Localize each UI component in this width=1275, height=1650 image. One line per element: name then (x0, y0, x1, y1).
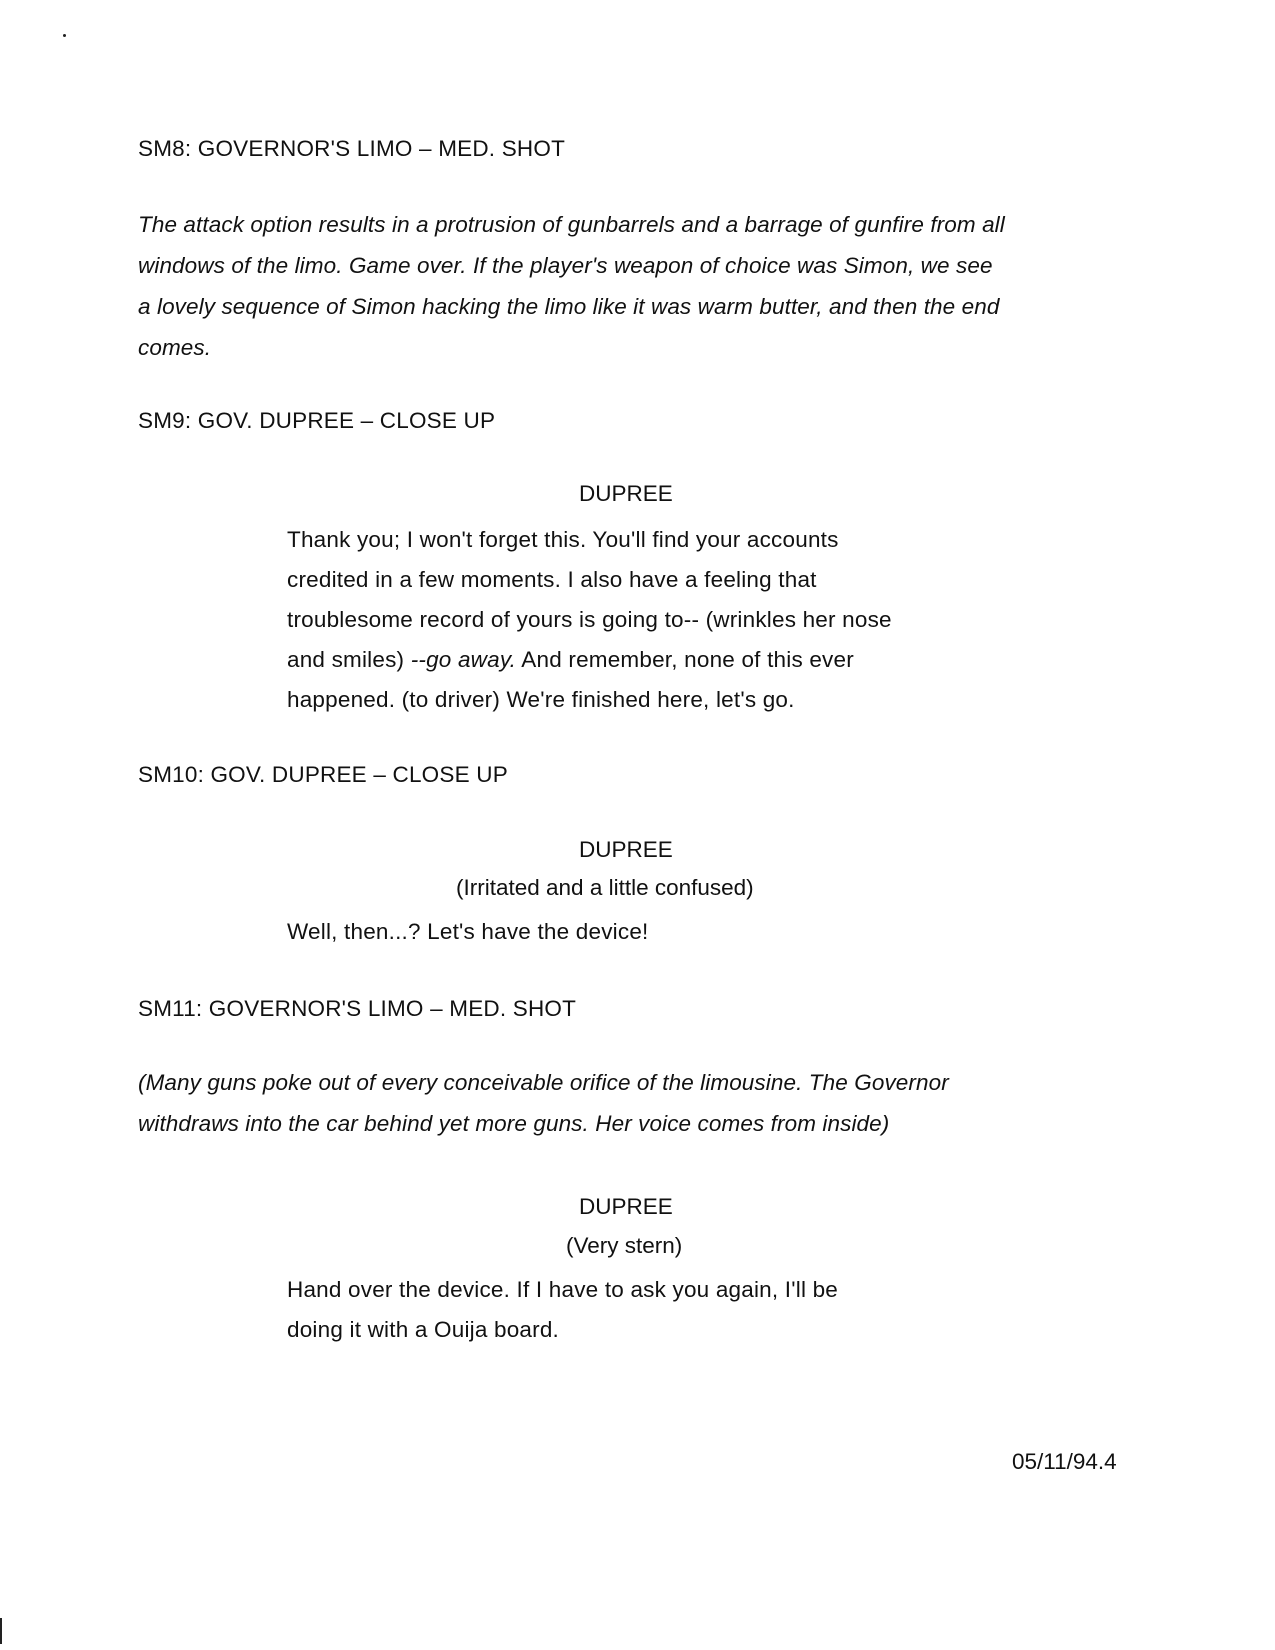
scene-heading-sm8: SM8: GOVERNOR'S LIMO – MED. SHOT (138, 136, 566, 161)
dialogue-sm10 (287, 912, 649, 952)
scene-heading-sm10: SM10: GOV. DUPREE – CLOSE UP (138, 762, 508, 787)
action-line: The attack option results in a protrusion of gunbarrels and a barrage of gunfire from all (138, 212, 1005, 237)
dialogue-line: Thank you; I won't forget this. You'll find your accounts (287, 527, 839, 552)
dialogue-sm9 (287, 520, 892, 720)
action-line: withdraws into the car behind yet more guns. Her voice comes from inside) (138, 1111, 890, 1136)
dialogue-line: happened. (to driver) We're finished here, let's go. (287, 687, 795, 712)
parenthetical: (Very stern) (566, 1233, 683, 1258)
dialogue-line: troublesome record of yours is going to-- (wrinkles her nose (287, 607, 892, 632)
action-sm11 (138, 1062, 1128, 1144)
character-name: DUPREE (579, 1194, 673, 1219)
dialogue-sm11 (287, 1270, 838, 1350)
dialogue-emphasis: --go away. (410, 647, 517, 672)
dialogue-line: Well, then...? Let's have the device! (287, 919, 649, 944)
dialogue-fragment: And remember, none of this ever (516, 647, 854, 672)
action-sm8 (138, 204, 1128, 368)
action-line: comes. (138, 335, 212, 360)
revision-datecode: 05/11/94.4 (1012, 1449, 1117, 1474)
character-name: DUPREE (579, 481, 673, 506)
character-name: DUPREE (579, 837, 673, 862)
dialogue-line: Hand over the device. If I have to ask you again, I'll be (287, 1277, 839, 1302)
scan-edge-mark (0, 1618, 2, 1644)
parenthetical: (Irritated and a little confused) (456, 875, 754, 900)
dialogue-line: doing it with a Ouija board. (287, 1317, 560, 1342)
action-line: windows of the limo. Game over. If the player's weapon of choice was Simon, we see (138, 253, 993, 278)
scene-heading-sm11: SM11: GOVERNOR'S LIMO – MED. SHOT (138, 996, 577, 1021)
scan-speck (63, 34, 66, 37)
dialogue-fragment: and smiles) (287, 647, 411, 672)
action-line: a lovely sequence of Simon hacking the limo like it was warm butter, and then the end (138, 294, 1000, 319)
dialogue-line: credited in a few moments. I also have a feeling that (287, 567, 817, 592)
dialogue-line (287, 640, 892, 680)
scene-heading-sm9: SM9: GOV. DUPREE – CLOSE UP (138, 408, 496, 433)
action-line: (Many guns poke out of every conceivable orifice of the limousine. The Governor (138, 1070, 949, 1095)
